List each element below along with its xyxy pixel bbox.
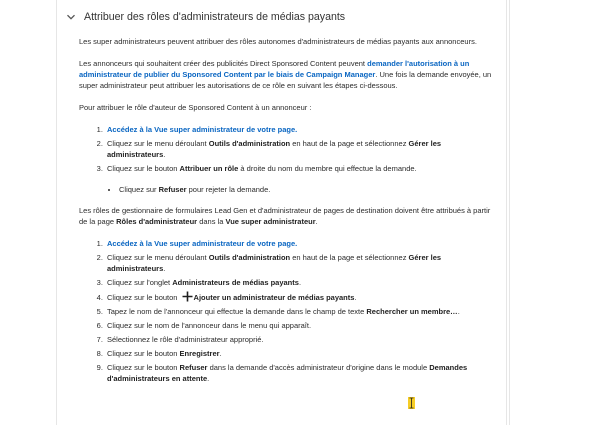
section-title: Attribuer des rôles d'administrateurs de médias payants xyxy=(84,11,346,23)
bullet-list xyxy=(79,184,499,195)
list-item: 8. Cliquez sur le bouton Enregistrer. xyxy=(105,348,499,359)
list-item: 7. Sélectionnez le rôle d'administrateur approprié. xyxy=(105,334,499,345)
chevron-down-icon xyxy=(65,11,77,23)
list-item: 3. Cliquez sur l'onglet Administrateurs de médias payants. xyxy=(105,277,499,288)
section-toggle[interactable] xyxy=(65,10,345,24)
divider xyxy=(509,0,510,425)
list-item xyxy=(105,124,499,135)
list-item: 3. Cliquez sur le bouton Attribuer un rôle à droite du nom du membre qui effectue la demande. xyxy=(105,163,499,174)
steps-list-paid-media xyxy=(79,238,499,384)
leadgen-paragraph: Les rôles de gestionnaire de formulaires Lead Gen et d'administrateur de pages de destination doivent être attribués à partir de la page Rôles d'administrateur dans la Vue super administrateur. xyxy=(79,206,491,226)
list-item: 4. Cliquez sur le bouton Ajouter un administrateur de médias payants. xyxy=(105,291,499,303)
request-paragraph xyxy=(79,58,499,91)
request-text-start: Les annonceurs qui souhaitent créer des publicités Direct Sponsored Content peuvent xyxy=(79,59,368,68)
list-item xyxy=(105,238,499,249)
list-item: • Cliquez sur Refuser pour rejeter la demande. xyxy=(119,184,499,195)
list-item: 6. Cliquez sur le nom de l'annonceur dans le menu qui apparaît. xyxy=(105,320,499,331)
super-admin-view-link[interactable]: Accédez à la Vue super administrateur de votre page. xyxy=(107,125,298,134)
list-item: 9. Cliquez sur le bouton Refuser dans la demande d'accès administrateur d'origine dans le module Demandes d'administrateurs en attente. xyxy=(105,362,499,384)
list-item: 2. Cliquez sur le menu déroulant Outils d'administration en haut de la page et sélectionnez Gérer les administrateurs. xyxy=(105,252,499,274)
list-item: 2. Cliquez sur le menu déroulant Outils d'administration en haut de la page et sélectionnez Gérer les administrateurs. xyxy=(105,138,499,160)
author-intro: Pour attribuer le rôle d'auteur de Sponsored Content à un annonceur : xyxy=(79,103,312,112)
intro-paragraph: Les super administrateurs peuvent attribuer des rôles autonomes d'administrateurs de médias payants aux annonceurs. xyxy=(79,37,477,46)
request-permission-link[interactable]: demander l'autorisation à un administrateur de publier du Sponsored Content par le biais de Campaign Manager xyxy=(79,59,470,79)
plus-icon xyxy=(182,291,193,302)
steps-list-author xyxy=(79,124,499,174)
request-text-end: . Une fois la demande envoyée, un super administrateur peut attribuer les autorisations de ce rôle en suivant les étapes ci-dessous. xyxy=(79,70,492,90)
section-content xyxy=(79,36,499,394)
list-item: 5. Tapez le nom de l'annonceur qui effectue la demande dans le champ de texte Rechercher un membre…. xyxy=(105,306,499,317)
super-admin-view-link-2[interactable]: Accédez à la Vue super administrateur de votre page. xyxy=(107,239,298,248)
